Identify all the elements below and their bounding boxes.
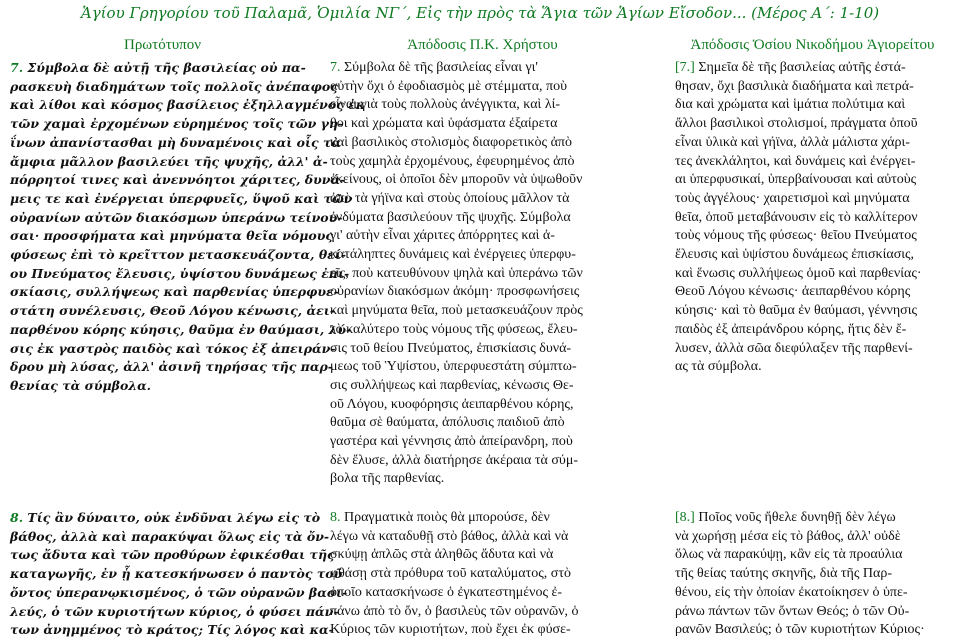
text-line [330,584,635,603]
line-text: κατάληπτες δυνάμεις καὶ ἐνέργειες ὑπερφυ- [330,247,576,263]
line-text: γαστέρα καὶ γέννησις ἀπὸ ἀπείρανδρη, ποὺ [330,434,573,450]
line-text: μεως τοῦ Ὑψίστου, ὑπερφυεστάτη σύμπτω- [330,359,577,375]
line-text: βάθος, ἀλλὰ καὶ παρακύψαι ὅλως εἰς τὰ ὄν- [10,528,330,544]
line-text: σκίασις, συλλήψεως καὶ παρθενίας ὑπερφυε- [10,284,339,300]
text-line [330,209,635,228]
text-line [675,190,960,209]
line-text: ας τὰ σύμβολα. [675,359,762,375]
line-text: οῦ Λόγου, κυοφόρησις ἀειπαρθένου κόρης, [330,396,574,412]
text-line [675,565,960,584]
text-line [330,153,635,172]
line-text: εῖς, ποὺ κατευθύνουν ψηλὰ καὶ ὑπεράνω τῶν [330,265,583,281]
column-head-christou: Ἀπόδοσις Π.Κ. Χρήστου [407,37,558,53]
text-line [675,509,960,528]
text-line [10,96,366,115]
line-text: θεῖα, ὁποῦ μεταβάνουσιν εἰς τὸ καλλίτερον [675,209,918,225]
text-line [10,283,339,302]
line-text: ράνω πάντων τῶν ὄντων Θεός; ὁ τῶν Οὐ- [675,603,910,619]
text-line [10,190,353,209]
line-text: παρθένου κόρης κύησις, θαῦμα ἐν θαύμασι, λύ- [10,321,352,337]
text-line [10,246,346,265]
line-text: καὶ ἕνωσις συλλήψεως ὁμοῦ καὶ παρθενίας· [675,265,922,281]
line-text: σαι· προσφήματα καὶ μηνύματα θεῖα νόμους [10,228,334,244]
text-line [330,302,635,321]
section8-original [10,509,348,640]
line-text: καταγωγῆς, ἐν ᾗ κατεσκήνωσεν ὁ παντὸς τοῦ [10,566,343,582]
text-line [330,190,635,209]
line-text: ου Πνεύματος ἔλευσις, ὑψίστου δυνάμεως ἐπι- [10,265,350,281]
text-line [10,584,348,603]
line-text: των ἀνημμένος τὸ κράτος; Τίς λόγος καὶ κα- [10,622,334,638]
column-head-nikodemos: Ἀπόδοσις Ὁσίου Νικοδήμου Ἁγιορείτου [690,37,935,53]
text-line [675,96,960,115]
line-text: δρου μὴ λύσας, ἀλλ' ἀσινῆ τηρήσας τῆς παρ- [10,359,333,375]
text-line [10,171,346,190]
line-text: αι ὑπερφυσικαί, ὑπερβαίνουσαι καὶ αὐτοὺς [675,172,917,188]
text-line [330,377,635,396]
text-line [675,283,960,302]
text-line [675,528,960,547]
line-text: φύσεως ἐπὶ τὸ κρεῖττον μετασκευάζοντα, θεί- [10,247,346,263]
line-text: οὐρανίων αὐτῶν διακόσμων ὑπεράνω τείνου- [10,209,343,225]
text-line [675,321,960,340]
text-line [330,134,635,153]
text-line [330,246,635,265]
text-line [675,59,960,78]
text-line [675,265,960,284]
paragraph-number: 7. [330,60,344,75]
text-line [330,603,635,622]
line-text: τοὺς χαμηλὰ ἐρχομένους, ἐφευρημένος ἀπὸ [330,153,575,169]
line-text: ἄλλοι βασιλικοὶ στολισμοί, πράγματα ὁποῦ [675,116,918,132]
line-text: ὅλως νὰ παρακύψῃ, κἂν εἰς τὰ προαύλια [675,547,903,563]
line-text: τως ἄδυτα καὶ τῶν προθύρων ἐφικέσθαι τῆς [10,547,335,563]
paragraph-number: 8. [10,510,28,525]
text-line [330,171,635,190]
line-text: Τίς ἂν δύναιτο, οὐκ ἐνδῦναι λέγω εἰς τὸ [27,510,321,525]
line-text: ρασκευὴ διαδημάτων τοῖς πολλοῖς ἀνέπαφος [10,78,338,94]
line-text: εἶναι γιὰ τοὺς πολλοὺς ἀνέγγικτα, καὶ λί- [330,97,561,113]
line-text: βολα τῆς παρθενίας. [330,471,445,487]
text-line [330,321,635,340]
text-line [10,621,334,640]
text-line [675,115,960,134]
line-text: καὶ μηνύματα θεῖα, ποὺ μετασκευάζουν πρὸς [330,303,583,319]
text-line [10,59,310,78]
line-text: Σύμβολα δὲ τῆς βασιλείας εἶναι γι' [344,60,538,75]
text-line [10,377,310,396]
line-text: ἐνδύματα βασιλεύουν τῆς ψυχῆς. Σύμβολα [330,209,571,225]
text-line [330,340,635,359]
text-line [10,565,343,584]
line-text: εἶναι ὑλικὰ καὶ γήϊνα, ἀλλὰ μάλιστα χάρι- [675,134,910,150]
section8-christou [330,509,635,640]
text-line [330,115,635,134]
line-text: καὶ λίθοι καὶ κόσμος βασίλειος ἐξηλλαγμένος ἐκ [10,97,366,113]
text-line [10,528,330,547]
line-text: ρανῶν Βασιλεύς; ὁ τῶν κυριοτήτων Κύριος· [675,622,925,638]
line-text: Κύριος τῶν κυριοτήτων, ποὺ ἔχει ἐκ φύσε- [330,622,571,638]
text-line [675,227,960,246]
paragraph-number: [8.] [675,510,699,525]
page-header: Ἁγίου Γρηγορίου τοῦ Παλαμᾶ, Ὁμιλία ΝΓ΄, Εἰς τὴν πρὸς τὰ Ἅγια τῶν Ἁγίων Εἴσοδον... (Μέρος Α΄: 1-10) [80,4,880,22]
paragraph-number: 8. [330,510,344,525]
text-line [330,470,635,489]
line-text: φθάσῃ στὰ πρόθυρα τοῦ καταλύματος, στὸ [330,566,571,582]
line-text: δὲν ἔλυσε, ἀλλὰ διατήρησε ἀκέραια τὰ σύμ- [330,452,579,468]
line-text: τῶν χαμαὶ ἐρχομένων εὑρημένος τοῖς τῶν γη- [10,116,344,132]
text-line [10,134,342,153]
line-text: ἄμφια μᾶλλον βασιλεύει τῆς ψυχῆς, ἀλλ' ἀ- [10,153,328,169]
line-text: Πραγματικὰ ποιὸς θὰ μπορούσε, δὲν [344,510,550,525]
line-text: θοι καὶ χρώματα καὶ ὑφάσματα ἐξαίρετα [330,116,558,132]
text-line [675,246,960,265]
section8-nikodemos [675,509,960,640]
text-line [675,171,960,190]
line-text: μεις τε καὶ ἐνέργειαι ὑπερφυεῖς, ὕψοῦ καὶ τῶν [10,190,353,206]
line-text: ἐκείνους, οἱ ὁποῖοι δὲν μποροῦν νὰ ὑψωθοῦν [330,172,583,188]
line-text: παιδὸς ἐξ ἀπειράνδρου κόρης, ἥτις δὲν ἔ- [675,321,907,337]
line-text: νὰ χωρήσῃ μέσα εἰς τὸ βάθος, ἀλλ' οὐδὲ [675,528,901,544]
text-line [10,78,338,97]
text-line [330,396,635,415]
line-text: τῆς θείας ταύτης σκηνῆς, διὰ τῆς Παρ- [675,566,893,582]
text-line [675,584,960,603]
line-text: λυσεν, ἀλλὰ σῶα διεφύλαξεν τῆς παρθενί- [675,340,913,356]
text-line [675,603,960,622]
line-text: ἔλευσις καὶ ὑψίστου δυνάμεως ἐπισκίασις, [675,247,915,263]
text-line [330,227,635,246]
line-text: Σύμβολα δὲ αὐτῇ τῆς βασιλείας οὐ πα- [27,60,306,75]
text-line [675,209,960,228]
line-text: κύησις· καὶ τὸ θαῦμα ἐν θαύμασι, γέννησις [675,303,918,319]
paragraph-number: [7.] [675,60,699,75]
text-line [10,153,328,172]
line-text: θαῦμα σὲ θαύματα, ἀπόλυσις παιδιοῦ ἀπὸ [330,415,565,431]
paragraph-number: 7. [10,60,28,75]
text-line [675,358,960,377]
line-text: Σημεῖα δὲ τῆς βασιλείας αὐτῆς ἐστά- [698,60,906,75]
text-line [10,546,335,565]
line-text: λέγω νὰ καταδυθῇ στὸ βάθος, ἀλλὰ καὶ νὰ [330,528,569,544]
line-text: τοὺς ἀγγέλους· χαιρετισμοὶ καὶ μηνύματα [675,190,910,206]
line-text: θένου, εἰς τὴν ὁποίαν ἐκατοίκησεν ὁ ὑπε- [675,584,908,600]
line-text: ἀπὸ τὰ γήϊνα καὶ στοὺς ὁποίους μᾶλλον τὰ [330,190,570,206]
text-line [10,209,343,228]
text-line [330,452,635,471]
text-line [675,340,960,359]
text-line [10,227,334,246]
text-line [330,96,635,115]
text-line [10,358,333,377]
text-line [675,153,960,172]
text-line [675,134,960,153]
text-line [330,621,635,640]
line-text: αὐτὴν ὄχι ὁ ἐφοδιασμὸς μὲ στέμματα, ποὺ [330,78,568,94]
text-line [330,358,635,377]
line-text: σις συλλήψεως καὶ παρθενίας, κένωσις Θε- [330,377,574,393]
line-text: καὶ βασιλικὸς στολισμὸς διαφορετικὸς ἀπὸ [330,134,572,150]
text-line [10,265,350,284]
line-text: σις τοῦ θείου Πνεύματος, ἐπισκίασις δυνά- [330,340,572,356]
text-line [10,115,344,134]
line-text: τὸ καλύτερο τοὺς νόμους τῆς φύσεως, ἔλευ- [330,321,578,337]
line-text: σκύψῃ ἁπλῶς στὰ ἀληθῶς ἄδυτα καὶ νὰ [330,547,554,563]
text-line [10,509,321,528]
section7-christou [330,59,635,489]
line-text: θησαν, ὄχι βασιλικὰ διαδήματα καὶ πετρά- [675,78,914,94]
line-text: Ποῖος νοῦς ἤθελε δυνηθῇ δὲν λέγω [698,510,896,525]
column-head-original: Πρωτότυπον [123,37,202,53]
line-text: σις ἐκ γαστρὸς παιδὸς καὶ τόκος ἐξ ἀπειράν- [10,340,336,356]
line-text: τοὺς νόμους τῆς φύσεως· θεῖου Πνεύματος [675,228,917,244]
text-line [675,78,960,97]
text-line [10,302,335,321]
text-line [10,603,339,622]
text-line [10,321,352,340]
line-text: ὄντος ὑπερανῳκισμένος, ὁ τῶν οὐρανῶν βασι- [10,584,348,600]
line-text: οὐρανίων διακόσμων ἀκόμη· προσφωνήσεις [330,284,580,300]
line-text: ΐνων ἀπανίστασθαι μὴ δυναμένοις καὶ οἷς τὰ [10,134,342,150]
text-line [675,302,960,321]
line-text: τες ἀνεκλάλητοι, καὶ δυνάμεις καὶ ἐνέργει- [675,153,916,169]
text-line [330,565,635,584]
line-text: λεύς, ὁ τῶν κυριοτήτων κύριος, ὁ φύσει πάν- [10,603,339,619]
line-text: Θεοῦ Λόγου κένωσις· ἀειπαρθένου κόρης [675,284,911,300]
text-line [10,340,336,359]
text-line [675,621,960,640]
text-line [330,265,635,284]
line-text: ὁποῖο κατασκήνωσε ὁ ἐγκατεστημένος ἐ- [330,584,563,600]
line-text: πάνω ἀπὸ τὸ ὄν, ὁ βασιλεὺς τῶν οὐρανῶν, ὁ [330,603,579,619]
text-line [330,78,635,97]
text-line [330,509,635,528]
line-text: στάτη συνέλευσις, Θεοῦ Λόγου κένωσις, ἀει- [10,303,335,319]
text-line [675,546,960,565]
text-line [330,414,635,433]
text-line [330,546,635,565]
line-text: δια καὶ χρώματα καὶ ἱμάτια πολύτιμα καὶ [675,97,906,113]
text-line [330,433,635,452]
line-text: θενίας τὰ σύμβολα. [10,377,152,393]
text-line [330,59,635,78]
section7-nikodemos [675,59,960,377]
line-text: πόρρητοί τινες καὶ ἀνεννόητοι χάριτες, δυνά- [10,172,346,188]
text-line [330,283,635,302]
line-text: γι' αὐτὴν εἶναι χάριτες ἀπόρρητες καὶ ἀ- [330,228,555,244]
section7-original [10,59,366,396]
text-line [330,528,635,547]
